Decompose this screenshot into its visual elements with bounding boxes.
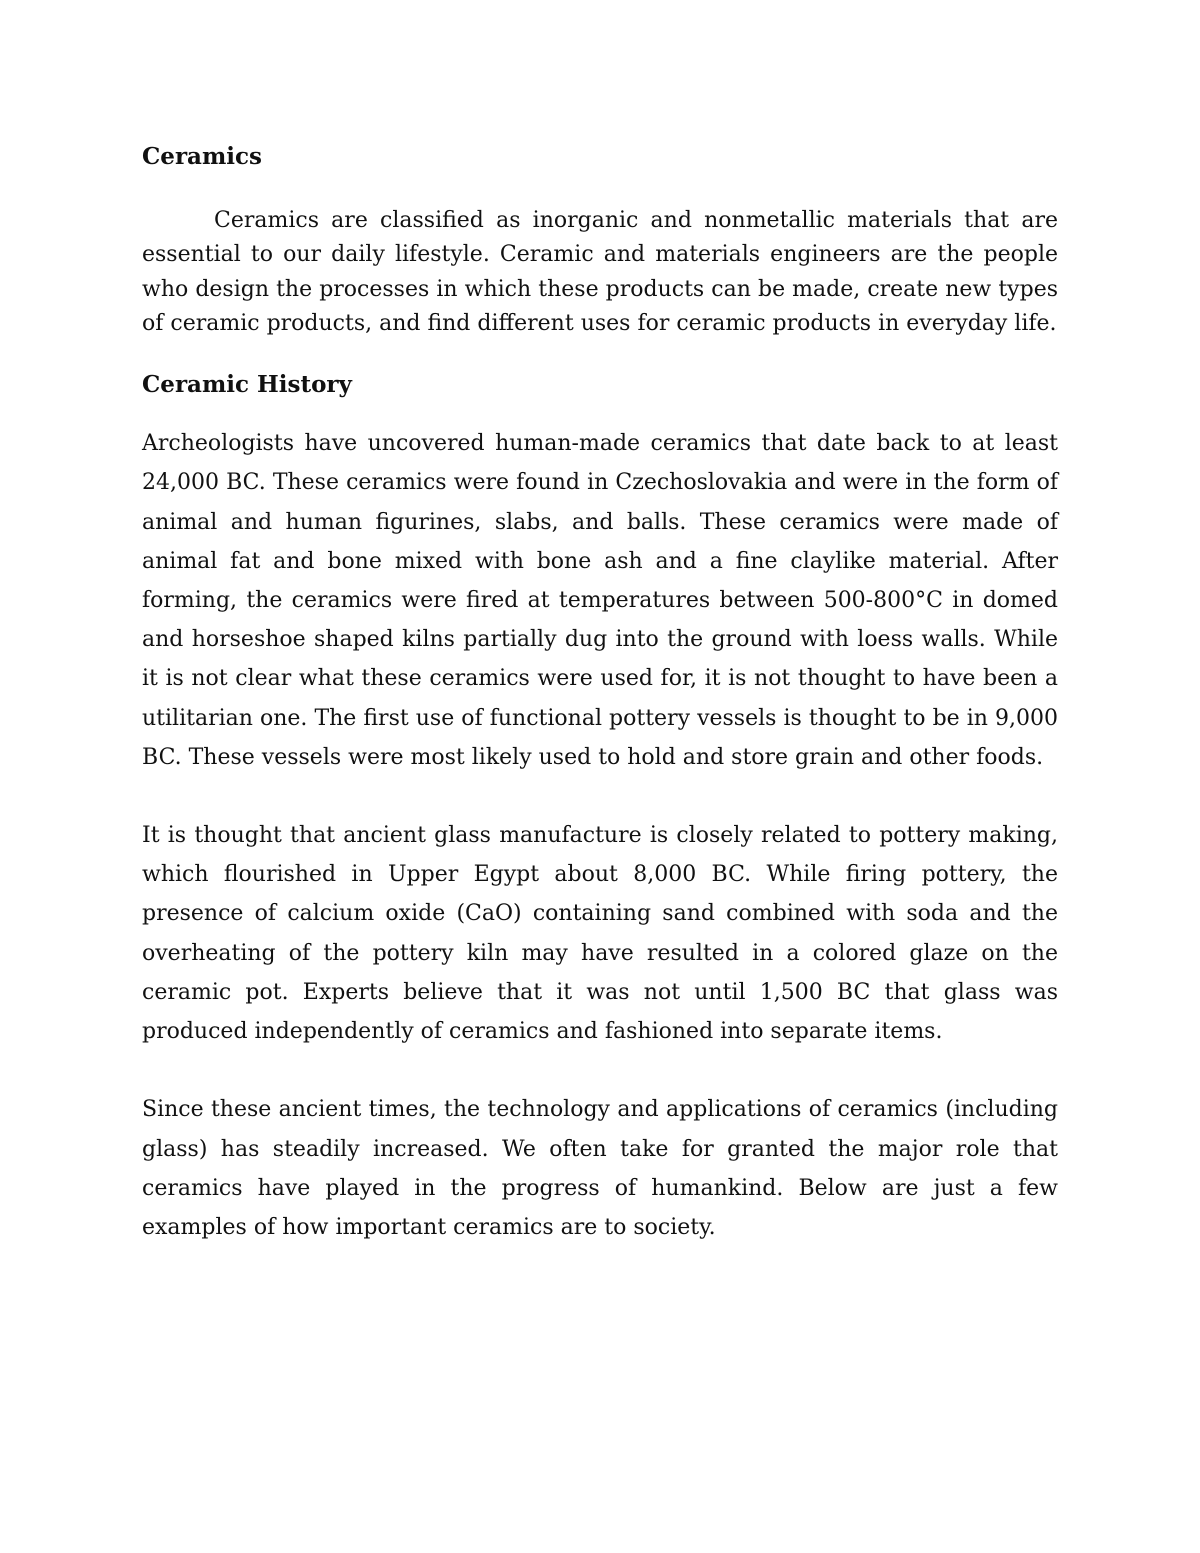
history-paragraph-1: Archeologists have uncovered human-made ceramics that date back to at least 24,000 BC. These ceramics were found in Czechoslovakia and were in the form of animal and human figurines, slabs, and balls. These ceramics were made of animal fat and bone mixed with bone ash and a fine claylike material. After forming, the ceramics were fired at temperatures between 500-800°C in domed and horseshoe shaped kilns partially dug into the ground with loess walls. While it is not clear what these ceramics were used for, it is not thought to have been a utilitarian one. The first use of functional pottery vessels is thought to be in 9,000 BC. These vessels were most likely used to hold and store grain and other foods. (142, 431, 1058, 770)
document-page (142, 140, 1058, 1248)
section-heading-ceramics: Ceramics (142, 143, 262, 170)
intro-paragraph: Ceramics are classified as inorganic and nonmetallic materials that are essential to our daily lifestyle. Ceramic and materials engineers are the people who design the processes in which these products can be made, create new types of ceramic products, and find different uses for ceramic products in everyday life. (142, 208, 1058, 336)
section-heading-ceramic-history: Ceramic History (142, 371, 352, 399)
history-paragraph-2: It is thought that ancient glass manufacture is closely related to pottery making, which flourished in Upper Egypt about 8,000 BC. While firing pottery, the presence of calcium oxide (CaO) containing sand combined with soda and the overheating of the pottery kiln may have resulted in a colored glaze on the ceramic pot. Experts believe that it was not until 1,500 BC that glass was produced independently of ceramics and fashioned into separate items. (142, 823, 1058, 1045)
history-paragraph-3: Since these ancient times, the technology and applications of ceramics (including glass) has steadily increased. We often take for granted the major role that ceramics have played in the progress of humankind. Below are just a few examples of how important ceramics are to society. (142, 1097, 1058, 1241)
